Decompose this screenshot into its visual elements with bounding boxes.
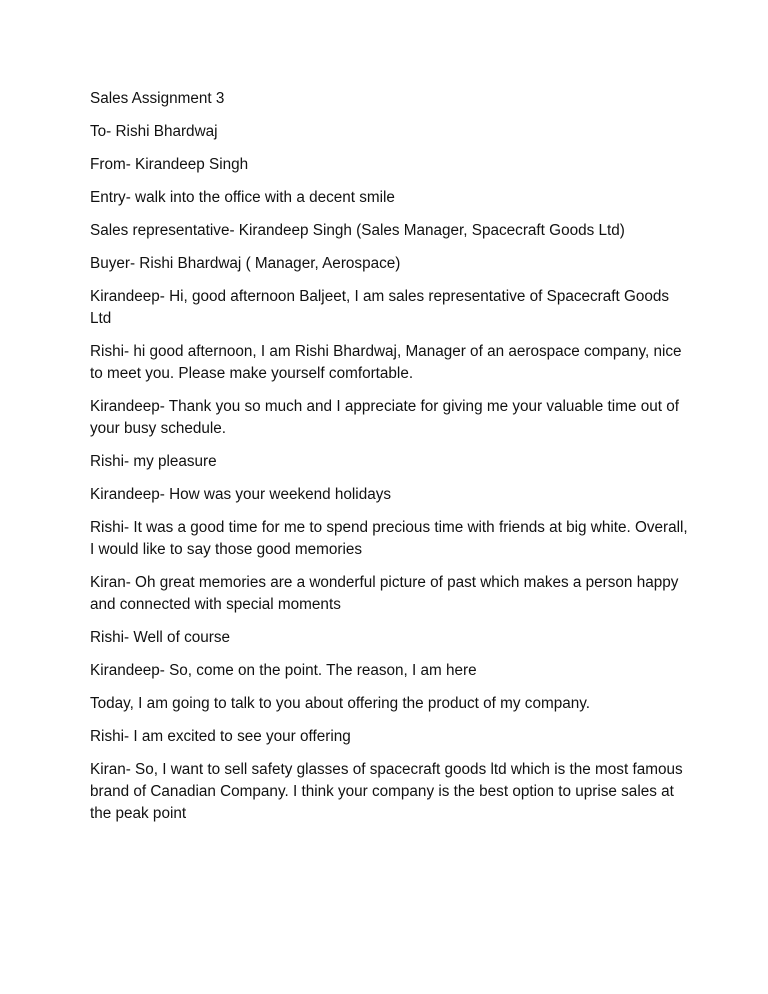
dialogue-paragraph: Kiran- So, I want to sell safety glasses of spacecraft goods ltd which is the most famous brand of Canadian Company. I think your company is the best option to uprise sales at the peak point xyxy=(90,761,683,822)
dialogue-paragraph: Kirandeep- Hi, good afternoon Baljeet, I am sales representative of Spacecraft Goods Ltd xyxy=(90,288,670,327)
dialogue-paragraph: Rishi- Well of course xyxy=(90,629,230,646)
recipient-line: To- Rishi Bhardwaj xyxy=(90,123,218,140)
document-title: Sales Assignment 3 xyxy=(90,90,225,107)
sender-line: From- Kirandeep Singh xyxy=(90,156,249,173)
dialogue-paragraph: Rishi- my pleasure xyxy=(90,453,217,470)
dialogue-paragraph: Kiran- Oh great memories are a wonderful picture of past which makes a person happy and connected with special moments xyxy=(90,574,679,613)
entry-line: Entry- walk into the office with a decent smile xyxy=(90,189,395,206)
dialogue-paragraph: Kirandeep- How was your weekend holidays xyxy=(90,486,392,503)
sales-rep-line: Sales representative- Kirandeep Singh (Sales Manager, Spacecraft Goods Ltd) xyxy=(90,222,625,239)
dialogue-paragraph: Rishi- It was a good time for me to spend precious time with friends at big white. Overall, I would like to say those good memories xyxy=(90,519,688,558)
dialogue-paragraph: Rishi- I am excited to see your offering xyxy=(90,728,351,745)
dialogue-paragraph: Today, I am going to talk to you about offering the product of my company. xyxy=(90,695,590,712)
dialogue-paragraph: Rishi- hi good afternoon, I am Rishi Bhardwaj, Manager of an aerospace company, nice to meet you. Please make yourself comfortable. xyxy=(90,343,682,382)
dialogue-paragraph: Kirandeep- Thank you so much and I appreciate for giving me your valuable time out of your busy schedule. xyxy=(90,398,679,437)
dialogue-paragraph: Kirandeep- So, come on the point. The reason, I am here xyxy=(90,662,477,679)
buyer-line: Buyer- Rishi Bhardwaj ( Manager, Aerospace) xyxy=(90,255,401,272)
document-body xyxy=(90,88,690,836)
